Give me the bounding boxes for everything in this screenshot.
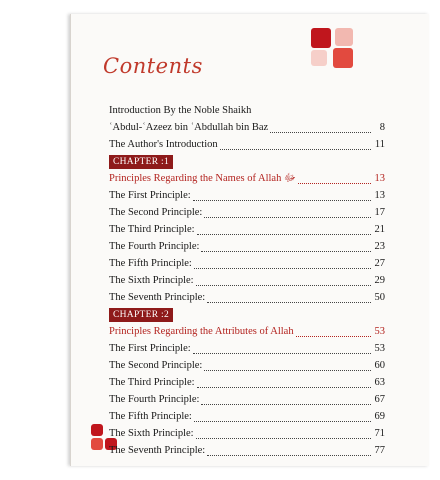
dot-leader — [204, 216, 371, 218]
toc-page-number: 13 — [374, 173, 385, 184]
toc-entry-author-introduction[interactable] — [109, 136, 385, 153]
toc-entry[interactable] — [109, 255, 385, 272]
dot-leader — [296, 335, 371, 337]
decorative-square-bl-2 — [91, 438, 103, 450]
toc-entry-label: Introduction By the Noble Shaikh — [109, 105, 252, 116]
toc-page-number: 71 — [374, 428, 385, 439]
toc-entry-label: The Sixth Principle: — [109, 428, 194, 439]
toc-entry[interactable] — [109, 238, 385, 255]
toc-entry-label: The Seventh Principle: — [109, 292, 206, 303]
decorative-square-pale — [311, 50, 327, 66]
dot-leader — [197, 233, 371, 235]
toc-entry[interactable] — [109, 442, 385, 459]
toc-page-number: 77 — [374, 445, 385, 456]
toc-entry-introduction[interactable] — [109, 102, 385, 119]
toc-entry[interactable] — [109, 187, 385, 204]
toc-entry[interactable] — [109, 221, 385, 238]
dot-leader — [201, 403, 371, 405]
toc-entry-label: The Author's Introduction — [109, 139, 218, 150]
decorative-square-dark — [311, 28, 331, 48]
toc-entry[interactable] — [109, 408, 385, 425]
toc-page-number: 13 — [374, 190, 385, 201]
toc-entry-label: The Fifth Principle: — [109, 411, 192, 422]
chapter-badge: CHAPTER :1 — [109, 155, 173, 169]
toc-entry[interactable] — [109, 425, 385, 442]
dot-leader — [204, 369, 371, 371]
dot-leader — [207, 301, 371, 303]
dot-leader — [197, 386, 371, 388]
dot-leader — [201, 250, 371, 252]
dot-leader — [220, 148, 371, 150]
toc-page-number: 17 — [374, 207, 385, 218]
toc-entry[interactable] — [109, 357, 385, 374]
toc-page-number: 8 — [379, 122, 385, 133]
table-of-contents — [109, 102, 385, 459]
chapter-2-header — [109, 306, 385, 323]
toc-section-label: Principles Regarding the Names of Allah ﷻ — [109, 173, 296, 184]
toc-page-number: 21 — [374, 224, 385, 235]
toc-entry-introduction-author[interactable] — [109, 119, 385, 136]
toc-entry[interactable] — [109, 391, 385, 408]
toc-page-number: 67 — [374, 394, 385, 405]
toc-entry[interactable] — [109, 289, 385, 306]
toc-entry-label: The Second Principle: — [109, 360, 203, 371]
book-page — [70, 14, 429, 466]
chapter-1-header — [109, 153, 385, 170]
toc-page-number: 23 — [374, 241, 385, 252]
toc-entry-label: The First Principle: — [109, 190, 191, 201]
toc-entry-label: The Third Principle: — [109, 377, 195, 388]
page-title: Contents — [103, 54, 203, 78]
dot-leader — [193, 199, 371, 201]
toc-entry-label: The Seventh Principle: — [109, 445, 206, 456]
toc-section-label: Principles Regarding the Attributes of Allah — [109, 326, 294, 337]
toc-page-number: 53 — [374, 343, 385, 354]
toc-page-number: 27 — [374, 258, 385, 269]
dot-leader — [194, 267, 371, 269]
toc-page-number: 29 — [374, 275, 385, 286]
toc-entry[interactable] — [109, 340, 385, 357]
toc-entry-label: The Fourth Principle: — [109, 394, 200, 405]
dot-leader — [193, 352, 371, 354]
toc-page-number: 50 — [374, 292, 385, 303]
toc-entry[interactable] — [109, 272, 385, 289]
toc-page-number: 69 — [374, 411, 385, 422]
dot-leader — [207, 454, 371, 456]
dot-leader — [196, 437, 371, 439]
decorative-square-light — [335, 28, 353, 46]
toc-section-chapter-2[interactable] — [109, 323, 385, 340]
dot-leader — [196, 284, 371, 286]
dot-leader — [270, 131, 371, 133]
toc-entry[interactable] — [109, 374, 385, 391]
toc-section-chapter-1[interactable] — [109, 170, 385, 187]
toc-page-number: 63 — [374, 377, 385, 388]
dot-leader — [298, 182, 371, 184]
dot-leader — [194, 420, 371, 422]
toc-entry-label: The Third Principle: — [109, 224, 195, 235]
toc-entry-label: ʿAbdul-ʿAzeez bin ʿAbdullah bin Baz — [109, 122, 269, 133]
toc-entry-label: The Second Principle: — [109, 207, 203, 218]
toc-entry-label: The Fifth Principle: — [109, 258, 192, 269]
toc-page-number: 53 — [374, 326, 385, 337]
toc-page-number: 60 — [374, 360, 385, 371]
decorative-square-bl-1 — [91, 424, 103, 436]
toc-entry-label: The First Principle: — [109, 343, 191, 354]
toc-entry-label: The Sixth Principle: — [109, 275, 194, 286]
toc-page-number: 11 — [374, 139, 385, 150]
decorative-square-mid — [333, 48, 353, 68]
toc-entry-label: The Fourth Principle: — [109, 241, 200, 252]
chapter-badge: CHAPTER :2 — [109, 308, 173, 322]
toc-entry[interactable] — [109, 204, 385, 221]
